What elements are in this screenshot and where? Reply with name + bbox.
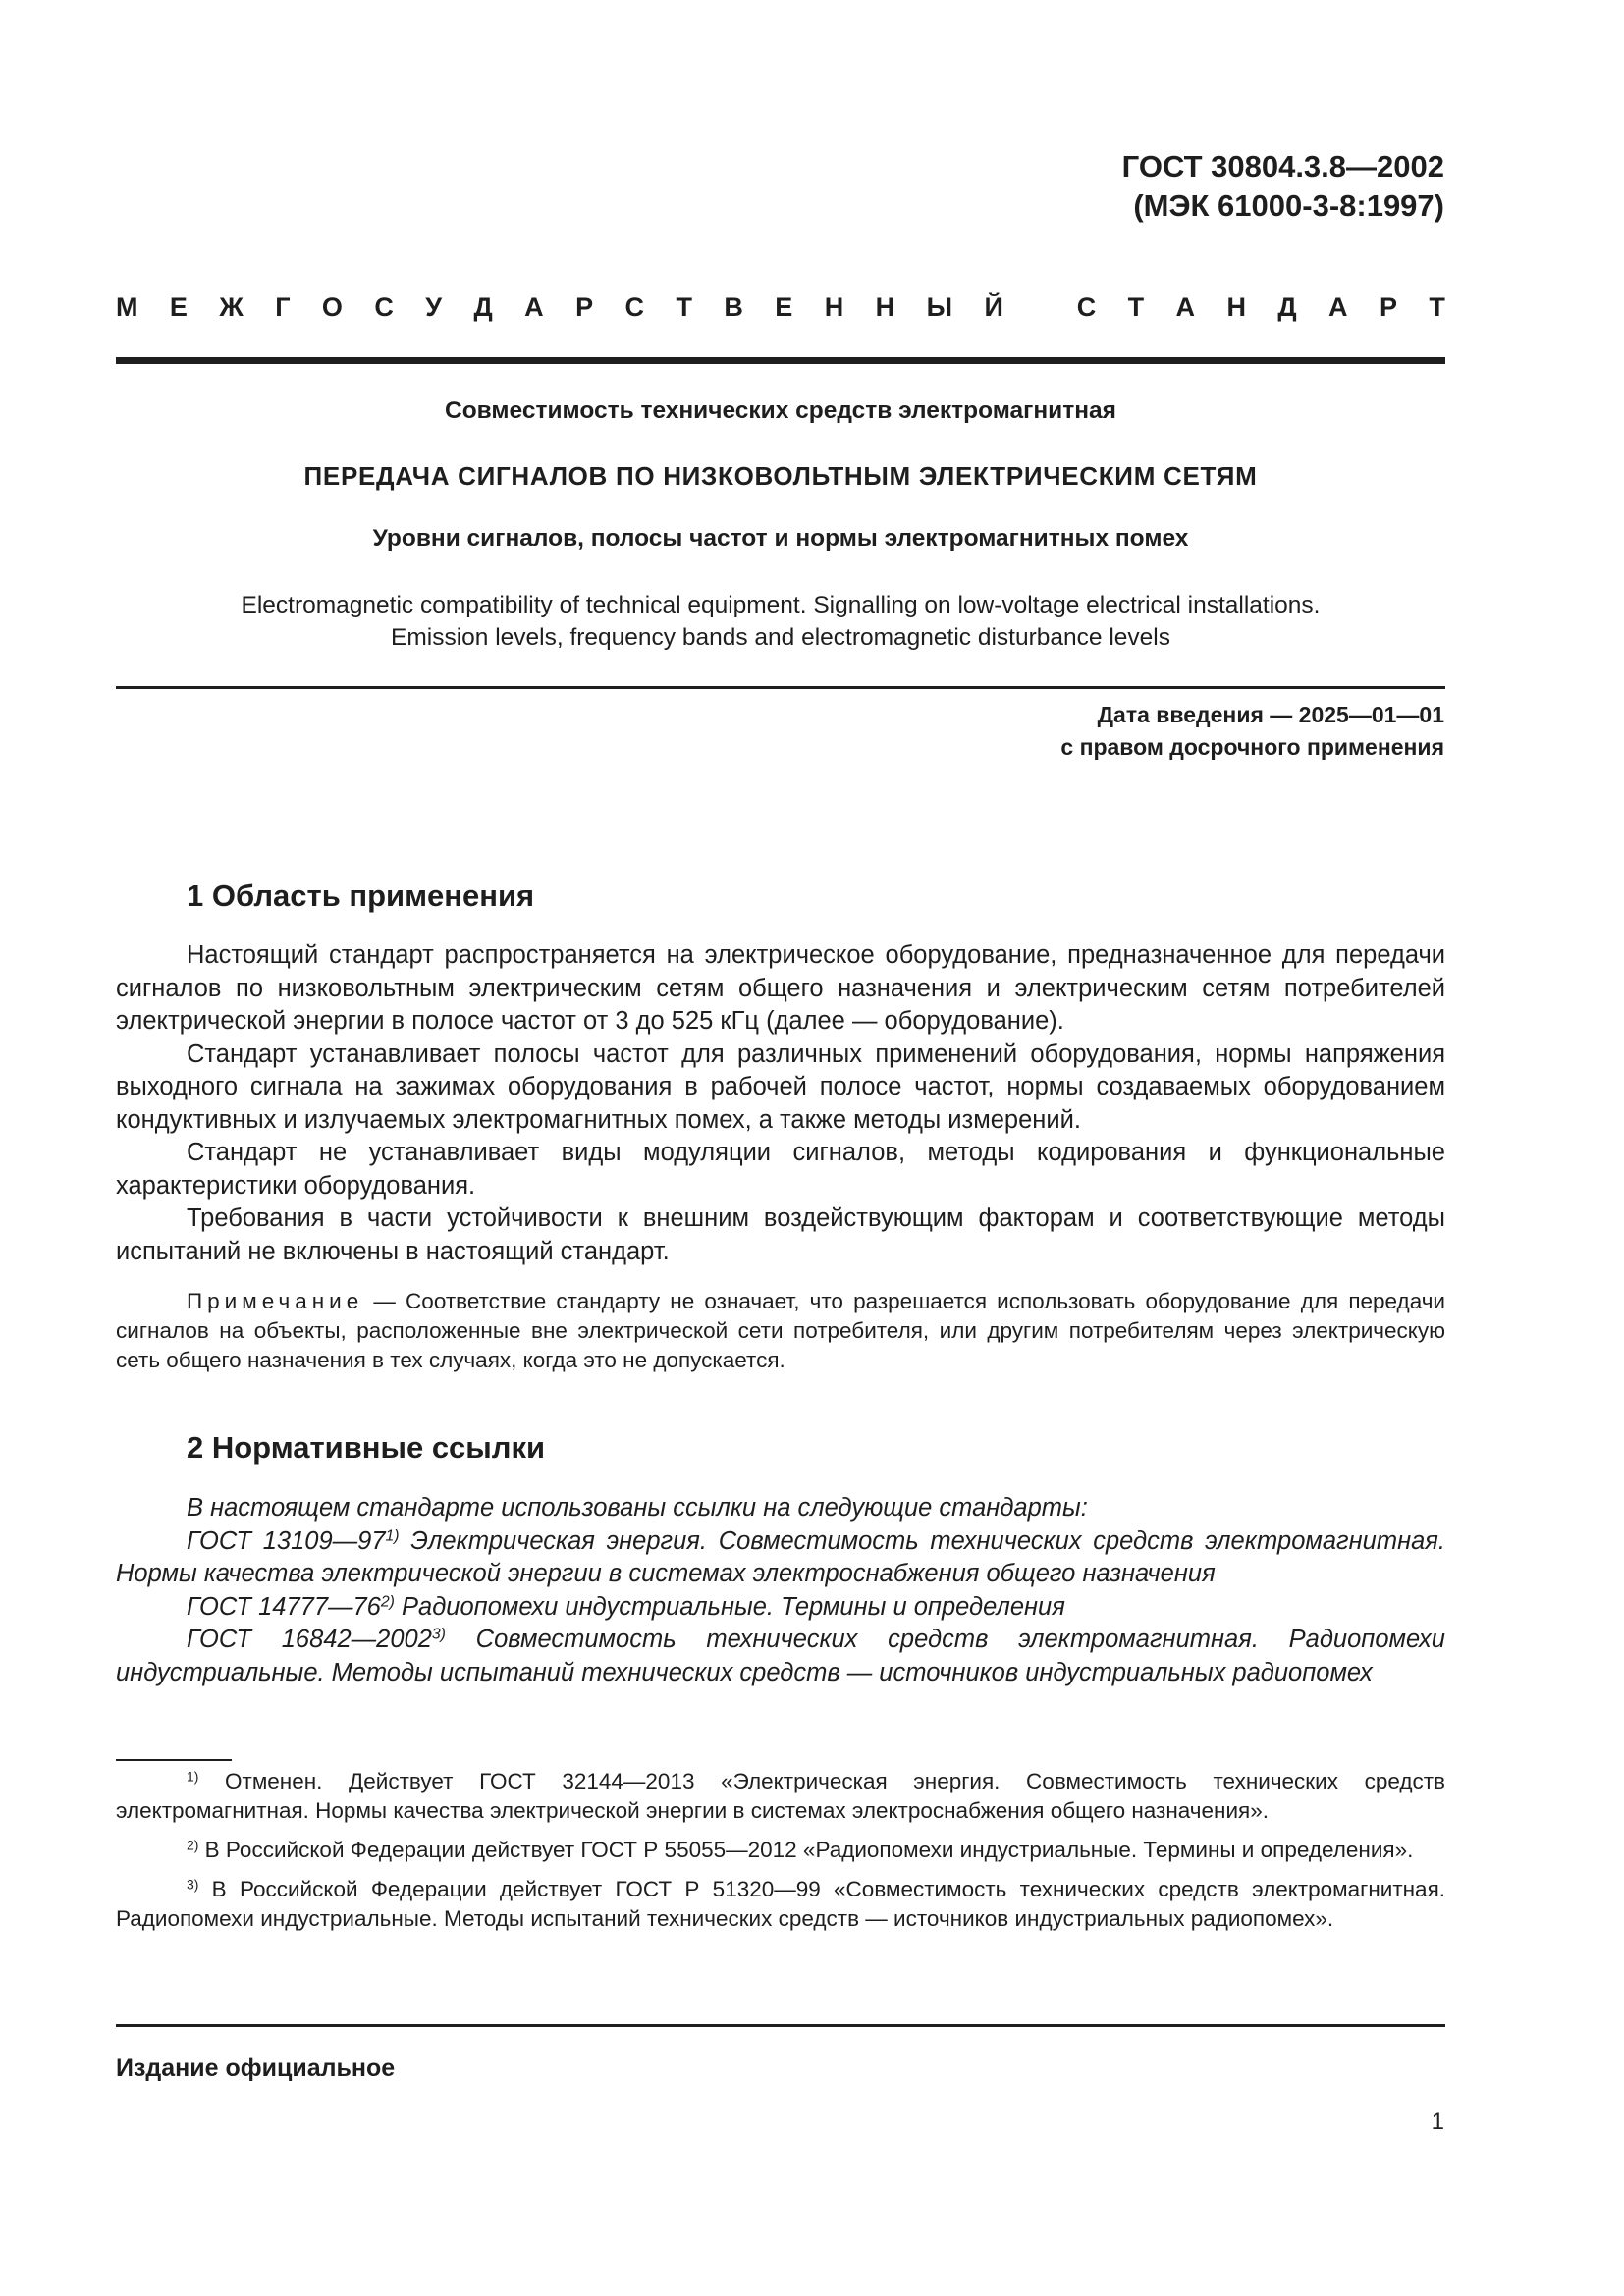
banner-letter: Е: [169, 293, 188, 322]
title-line-2: ПЕРЕДАЧА СИГНАЛОВ ПО НИЗКОВОЛЬТНЫМ ЭЛЕКТРИЧЕСКИМ СЕТЯМ: [303, 461, 1258, 491]
normative-references: [116, 1492, 1445, 1689]
banner-letter: Г: [275, 293, 291, 322]
page-number: 1: [1431, 2109, 1444, 2135]
paragraph: Стандарт не устанавливает виды модуляции сигналов, методы кодирования и функциональные характеристики оборудования.: [116, 1139, 1445, 1200]
section-1-heading: 1 Область применения: [187, 879, 535, 913]
banner-letter: Р: [575, 293, 594, 322]
english-title-line-1: Electromagnetic compatibility of technical equipment. Signalling on low-voltage electrical installations.: [241, 592, 1321, 618]
title-line-1: Совместимость технических средств электромагнитная: [445, 398, 1116, 424]
footnote: [116, 1836, 1445, 1865]
official-edition-label: Издание официальное: [116, 2055, 396, 2082]
banner-letter: А: [1175, 293, 1196, 322]
reference-item: [116, 1624, 1445, 1689]
footnote-text: Отменен. Действует ГОСТ 32144—2013 «Электрическая энергия. Совместимость технических средств электромагнитная. Нормы качества электрической энергии в системах электроснабжения общего назначения».: [116, 1769, 1445, 1823]
banner-letter: Т: [1127, 293, 1145, 322]
banner-letter: С: [1076, 293, 1097, 322]
english-title-line-2: Emission levels, frequency bands and electromagnetic disturbance levels: [391, 624, 1170, 651]
note: [116, 1287, 1445, 1375]
note-label: Примечание: [187, 1289, 364, 1313]
banner-letter: С: [374, 293, 394, 322]
reference-title: Радиопомехи индустриальные. Термины и определения: [394, 1592, 1065, 1621]
standard-number: ГОСТ 30804.3.8—2002: [1121, 149, 1444, 184]
banner-letter: Н: [824, 293, 844, 322]
banner-letter: Д: [473, 293, 493, 322]
title-divider: [116, 686, 1445, 689]
footnote-text: В Российской Федерации действует ГОСТ Р 51320—99 «Совместимость технических средств электромагнитная. Радиопомехи индустриальные. Методы испытаний технических средств — источников индустриальных радиопомех».: [116, 1877, 1445, 1931]
note-text: — Соответствие стандарту не означает, что разрешается использовать оборудование для передачи сигналов на объекты, расположенные вне электрической сети потребителя, или другим потребителям через электрическую сеть общего назначения в тех случаях, когда это не допускается.: [116, 1289, 1445, 1372]
reference-title: Электрическая энергия. Совместимость технических средств электромагнитная. Нормы качества электрической энергии в системах электроснабжения общего назначения: [116, 1526, 1445, 1587]
banner-letter: Д: [1277, 293, 1297, 322]
footnote-number: 3): [187, 1876, 199, 1893]
footnote: [116, 1875, 1445, 1934]
banner-letter: Й: [984, 293, 1003, 322]
footer-divider: [116, 2024, 1445, 2027]
reference-code: ГОСТ 14777—76: [187, 1592, 381, 1621]
references-intro: В настоящем стандарте использованы ссылки на следующие стандарты:: [187, 1494, 1088, 1522]
standard-number-block: [1122, 147, 1444, 226]
introduction-date-block: [1060, 699, 1444, 764]
banner-letter: Т: [1429, 293, 1445, 322]
banner-letter: А: [1328, 293, 1348, 322]
banner-letter: В: [724, 293, 743, 322]
banner-letter: Ы: [926, 293, 953, 322]
reference-item: [116, 1525, 1445, 1591]
english-title: [116, 589, 1445, 654]
thick-divider: [116, 357, 1445, 364]
interstate-standard-banner: [116, 291, 1445, 324]
footnote-text: В Российской Федерации действует ГОСТ Р 55055—2012 «Радиопомехи индустриальные. Термины и определения».: [198, 1838, 1414, 1862]
paragraph: Настоящий стандарт распространяется на электрическое оборудование, предназначенное для передачи сигналов по низковольтным электрическим сетям общего назначения и электрическим сетям потребителей электрической энергии в полосе частот от 3 до 525 кГц (далее — оборудование).: [116, 941, 1445, 1035]
banner-letter: М: [116, 293, 138, 322]
footnote-number: 1): [187, 1768, 199, 1785]
early-application: с правом досрочного применения: [1060, 734, 1444, 760]
banner-letter: Н: [1226, 293, 1246, 322]
section-2-heading: 2 Нормативные ссылки: [187, 1430, 546, 1465]
footnote-mark[interactable]: 3): [431, 1626, 446, 1643]
paragraph: Требования в части устойчивости к внешним воздействующим факторам и соответствующие методы испытаний не включены в настоящий стандарт.: [116, 1204, 1445, 1265]
banner-letter: Е: [775, 293, 793, 322]
section-1-body: [116, 939, 1445, 1268]
banner-letter: Ж: [219, 293, 244, 322]
banner-letter: С: [624, 293, 645, 322]
footnote: [116, 1767, 1445, 1826]
iec-number: (МЭК 61000-3-8:1997): [1133, 188, 1444, 223]
reference-code: ГОСТ 16842—2002: [187, 1626, 432, 1653]
title-line-3: Уровни сигналов, полосы частот и нормы электромагнитных помех: [372, 525, 1189, 552]
paragraph: Стандарт устанавливает полосы частот для различных применений оборудования, нормы напряжения выходного сигнала на зажимах оборудования в рабочей полосе частот, нормы создаваемых оборудованием кондуктивных и излучаемых электромагнитных помех, а также методы измерений.: [116, 1040, 1445, 1134]
introduction-date: Дата введения — 2025—01—01: [1097, 702, 1444, 727]
reference-item: [116, 1591, 1445, 1625]
banner-letter: А: [524, 293, 544, 322]
footnote-mark[interactable]: 2): [380, 1592, 395, 1610]
reference-title: Совместимость технических средств электромагнитная. Радиопомехи индустриальные. Методы испытаний технических средств — источников индустриальных радиопомех: [116, 1626, 1445, 1686]
footnote-number: 2): [187, 1837, 199, 1853]
reference-code: ГОСТ 13109—97: [187, 1526, 386, 1555]
banner-letter: О: [321, 293, 343, 322]
banner-letter: У: [425, 293, 443, 322]
banner-letter: Н: [875, 293, 895, 322]
footnote-separator: [116, 1759, 232, 1761]
banner-letter: Т: [676, 293, 692, 322]
footnote-mark[interactable]: 1): [385, 1526, 400, 1544]
banner-gap: [1035, 291, 1045, 324]
banner-letter: Р: [1379, 293, 1397, 322]
footnotes: [116, 1767, 1445, 1944]
